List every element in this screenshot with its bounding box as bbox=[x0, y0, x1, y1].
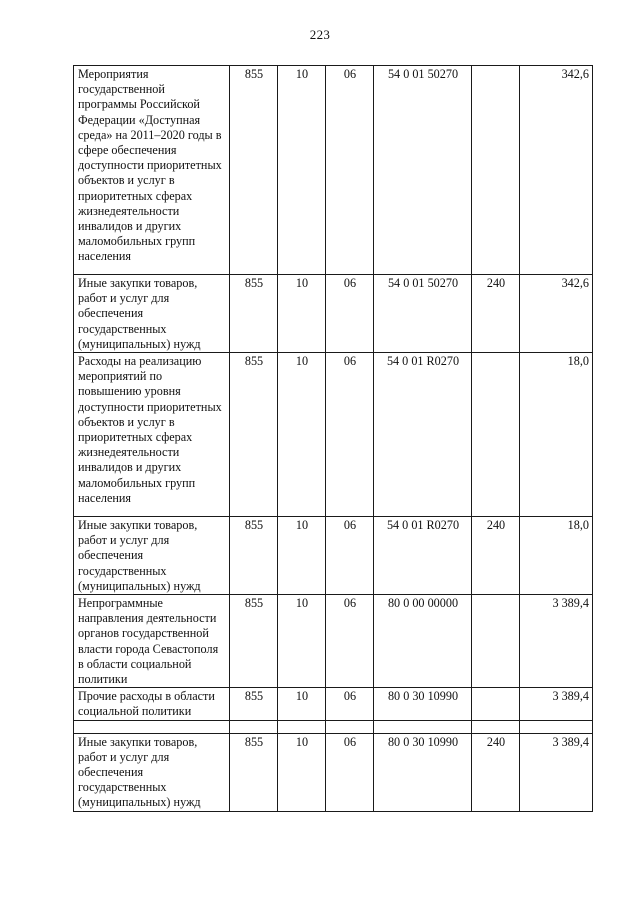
spacer-cell bbox=[74, 720, 230, 733]
cell-grbs: 855 bbox=[230, 275, 278, 353]
cell-grbs: 855 bbox=[230, 353, 278, 517]
cell-pr: 06 bbox=[326, 275, 374, 353]
cell-name: Мероприятия государственной программы Российской Федерации «Доступная среда» на 2011–2020 годы в сфере обеспечения доступности приоритетных объектов и услуг в приоритетных сферах жизнедеятельности инвалидов и других маломобильных групп населения bbox=[74, 66, 230, 275]
budget-table bbox=[73, 65, 593, 812]
cell-sum: 342,6 bbox=[520, 66, 593, 275]
table-row bbox=[74, 688, 593, 720]
cell-rz: 10 bbox=[278, 688, 326, 720]
cell-pr: 06 bbox=[326, 733, 374, 811]
cell-name: Иные закупки товаров, работ и услуг для обеспечения государственных (муниципальных) нужд bbox=[74, 275, 230, 353]
cell-sum: 342,6 bbox=[520, 275, 593, 353]
table-row bbox=[74, 517, 593, 595]
cell-pr: 06 bbox=[326, 66, 374, 275]
cell-pr: 06 bbox=[326, 353, 374, 517]
table-row bbox=[74, 66, 593, 275]
cell-vr: 240 bbox=[472, 275, 520, 353]
spacer-cell bbox=[520, 720, 593, 733]
spacer-cell bbox=[230, 720, 278, 733]
cell-sum: 18,0 bbox=[520, 517, 593, 595]
cell-vr bbox=[472, 66, 520, 275]
cell-vr: 240 bbox=[472, 733, 520, 811]
cell-csr: 80 0 00 00000 bbox=[374, 595, 472, 688]
cell-name: Расходы на реализацию мероприятий по повышению уровня доступности приоритетных объектов и услуг в приоритетных сферах жизнедеятельности инвалидов и других маломобильных групп населения bbox=[74, 353, 230, 517]
cell-sum: 3 389,4 bbox=[520, 595, 593, 688]
cell-name: Непрограммные направления деятельности органов государственной власти города Севастополя в области социальной политики bbox=[74, 595, 230, 688]
cell-vr bbox=[472, 353, 520, 517]
spacer-cell bbox=[374, 720, 472, 733]
cell-sum: 18,0 bbox=[520, 353, 593, 517]
cell-rz: 10 bbox=[278, 733, 326, 811]
cell-grbs: 855 bbox=[230, 517, 278, 595]
cell-grbs: 855 bbox=[230, 66, 278, 275]
cell-grbs: 855 bbox=[230, 733, 278, 811]
cell-vr: 240 bbox=[472, 517, 520, 595]
table-row bbox=[74, 595, 593, 688]
table-row bbox=[74, 353, 593, 517]
cell-sum: 3 389,4 bbox=[520, 733, 593, 811]
cell-name: Иные закупки товаров, работ и услуг для обеспечения государственных (муниципальных) нужд bbox=[74, 517, 230, 595]
cell-name: Иные закупки товаров, работ и услуг для обеспечения государственных (муниципальных) нужд bbox=[74, 733, 230, 811]
page-number: 223 bbox=[309, 27, 331, 42]
table-spacer-row bbox=[74, 720, 593, 733]
cell-csr: 54 0 01 R0270 bbox=[374, 353, 472, 517]
cell-grbs: 855 bbox=[230, 688, 278, 720]
cell-csr: 54 0 01 50270 bbox=[374, 275, 472, 353]
cell-rz: 10 bbox=[278, 517, 326, 595]
cell-csr: 54 0 01 50270 bbox=[374, 66, 472, 275]
cell-grbs: 855 bbox=[230, 595, 278, 688]
cell-csr: 54 0 01 R0270 bbox=[374, 517, 472, 595]
cell-rz: 10 bbox=[278, 66, 326, 275]
cell-rz: 10 bbox=[278, 353, 326, 517]
spacer-cell bbox=[278, 720, 326, 733]
cell-rz: 10 bbox=[278, 595, 326, 688]
cell-rz: 10 bbox=[278, 275, 326, 353]
cell-vr bbox=[472, 595, 520, 688]
cell-vr bbox=[472, 688, 520, 720]
cell-csr: 80 0 30 10990 bbox=[374, 733, 472, 811]
spacer-cell bbox=[472, 720, 520, 733]
cell-pr: 06 bbox=[326, 595, 374, 688]
cell-pr: 06 bbox=[326, 517, 374, 595]
spacer-cell bbox=[326, 720, 374, 733]
table-row bbox=[74, 733, 593, 811]
cell-name: Прочие расходы в области социальной политики bbox=[74, 688, 230, 720]
cell-csr: 80 0 30 10990 bbox=[374, 688, 472, 720]
cell-pr: 06 bbox=[326, 688, 374, 720]
cell-sum: 3 389,4 bbox=[520, 688, 593, 720]
table-row bbox=[74, 275, 593, 353]
